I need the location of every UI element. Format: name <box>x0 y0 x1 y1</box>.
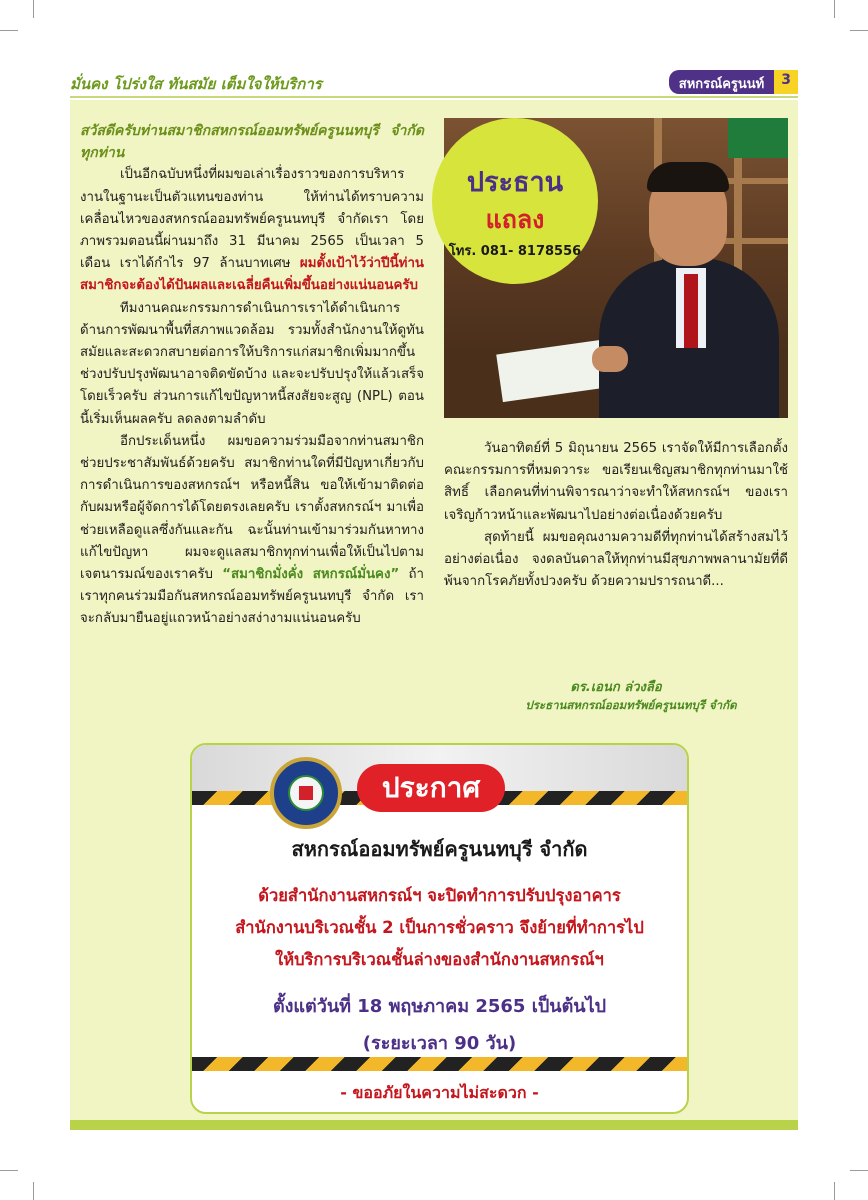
announcement-heading: ประกาศ <box>357 764 505 812</box>
wall-sign <box>728 118 788 158</box>
signature-block <box>444 676 788 715</box>
header-motto: มั่นคง โปร่งใส ทันสมัย เต็มใจให้บริการ <box>70 75 322 93</box>
crop-mark <box>834 0 835 18</box>
article-paragraph: สุดท้ายนี้ ผมขอคุณงามความดีที่ทุกท่านได้สร้างสมไว้อย่างต่อเนื่อง จงดลบันดาลให้ทุกท่านมีสุขภาพพลานามัยที่ดี พ้นจากโรคภัยทั้งปวงครับ ด้วยความปรารถนาดี... <box>444 529 788 590</box>
signature-name: ดร.เอนก ล่วงลือ <box>570 680 662 695</box>
crop-mark <box>0 1170 18 1171</box>
article-paragraph <box>80 164 424 297</box>
seal-emblem <box>299 786 313 800</box>
notice-line: ด้วยสำนักงานสหกรณ์ฯ จะปิดทำการปรับปรุงอาคาร <box>258 886 621 905</box>
notice-organization: สหกรณ์ออมทรัพย์ครูนนทบุรี จำกัด <box>291 837 588 861</box>
paragraph-text: อีกประเด็นหนึ่ง ผมขอความร่วมมือจากท่านสมาชิกช่วยประชาสัมพันธ์ด้วยครับ สมาชิกท่านใดที่มีปัญหาเกี่ยวกับการดำเนินการของสหกรณ์ฯ หรือหนี้สิน ขอให้เข้ามาติดต่อกับผมหรือผู้จัดการได้โดยตรงเลยครับ เราตั้งสหกรณ์ฯ มาเพื่อช่วยเหลือดูแลซึ่งกันและกัน ฉะนั้นท่านเข้ามาร่วมกันหาทางแก้ไขปัญหา ผมจะดูแลสมาชิกทุกท่านเพื่อให้เป็นไปตามเจตนารมณ์ของเราครับ <box>80 433 424 583</box>
bottom-bar <box>70 1120 798 1130</box>
badge-subtitle: แถลง <box>485 205 545 234</box>
crop-mark <box>33 0 34 18</box>
notice-apology: - ขออภัยในความไม่สะดวก - <box>340 1083 539 1102</box>
notice-duration: (ระยะเวลา 90 วัน) <box>362 1033 517 1054</box>
publication-title: สหกรณ์ครูนนท์ <box>669 70 774 94</box>
notice-date: ตั้งแต่วันที่ 18 พฤษภาคม 2565 เป็นต้นไป <box>272 996 607 1017</box>
page-header <box>70 70 798 98</box>
hair <box>647 162 729 192</box>
crop-mark <box>834 1182 835 1200</box>
paragraph-text: ถ้าเราทุกคนร่วมมือกันสหกรณ์ออมทรัพย์ครูนนทบุรี จำกัด เราจะกลับมายืนอยู่แถวหน้าอย่างสง่างามแน่นอนครับ <box>80 567 425 627</box>
signature-position: ประธานสหกรณ์ออมทรัพย์ครูนนทบุรี จำกัด <box>525 698 737 712</box>
seal-inner <box>288 775 324 811</box>
hand <box>592 346 628 372</box>
article-left-column <box>80 120 424 631</box>
publication-badge <box>669 70 798 94</box>
article-paragraph: วันอาทิตย์ที่ 5 มิถุนายน 2565 เราจัดให้มีการเลือกตั้งคณะกรรมการที่หมดวาระ ขอเรียนเชิญสมาชิกทุกท่านมาใช้สิทธิ์ เลือกคนที่ท่านพิจารณาว่าจะทำให้สหกรณ์ฯ ของเราเจริญก้าวหน้าและพัฒนาไปอย่างต่อเนื่องด้วยครับ <box>444 441 788 523</box>
header-divider <box>70 96 798 98</box>
highlight-text: ผมตั้งเป้าไว้ว่าปีนี้ท่านสมาชิกจะต้องได้ปันผลและเฉลี่ยคืนเพิ่มขึ้นอย่างแน่นอนครับ <box>80 256 424 294</box>
crop-mark <box>850 30 868 31</box>
announcement-box <box>190 743 689 1114</box>
notice-line: ให้บริการบริเวณชั้นล่างของสำนักงานสหกรณ์ฯ <box>275 950 604 969</box>
notice-line: สำนักงานบริเวณชั้น 2 เป็นการชั่วคราว จึงย้ายที่ทำการไป <box>235 918 644 937</box>
tie <box>684 274 698 348</box>
slogan-text: “สมาชิกมั่งคั่ง สหกรณ์มั่นคง” <box>222 567 400 583</box>
article-paragraph <box>80 431 424 631</box>
paragraph-text: เป็นอีกฉบับหนึ่งที่ผมขอเล่าเรื่องราวของการบริหารงานในฐานะเป็นตัวแทนของท่าน ให้ท่านได้ทราบความเคลื่อนไหวของสหกรณ์ออมทรัพย์ครูนนทบุรี จำกัดเรา โดยภาพรวมตอนนี้ผ่านมาถึง 31 มีนาคม 2565 เป็นเวลา 5 เดือน เราได้กำไร 97 ล้านบาทเศษ <box>80 167 424 272</box>
crop-mark <box>33 1182 34 1200</box>
badge-phone: โทร. 081- 8178556 <box>448 244 582 259</box>
article-greeting: สวัสดีครับท่านสมาชิกสหกรณ์ออมทรัพย์ครูนนทบุรี จำกัด ทุกท่าน <box>80 123 424 162</box>
hazard-stripe-bottom <box>192 1057 687 1071</box>
cooperative-seal-icon <box>270 757 342 829</box>
article-paragraph: ทีมงานคณะกรรมการดำเนินการเราได้ดำเนินการด้านการพัฒนาพื้นที่สภาพแวดล้อม รวมทั้งสำนักงานให้ดูทันสมัยและสะดวกสบายต่อการให้บริการแก่สมาชิกเพิ่มมากขึ้น ช่วงปรับปรุงพัฒนาอาจติดขัดบ้าง และจะปรับปรุงให้แล้วเสร็จโดยเร็วครับ ส่วนการแก้ไขปัญหาหนี้สงสัยจะสูญ (NPL) ตอนนี้เริ่มเห็นผลครับ ลดลงตามลำดับ <box>80 300 424 427</box>
article-right-column <box>444 438 788 593</box>
crop-mark <box>0 30 18 31</box>
crop-mark <box>850 1170 868 1171</box>
page-number: 3 <box>774 70 798 94</box>
badge-title: ประธาน <box>466 167 564 198</box>
president-statement-badge <box>432 118 598 284</box>
